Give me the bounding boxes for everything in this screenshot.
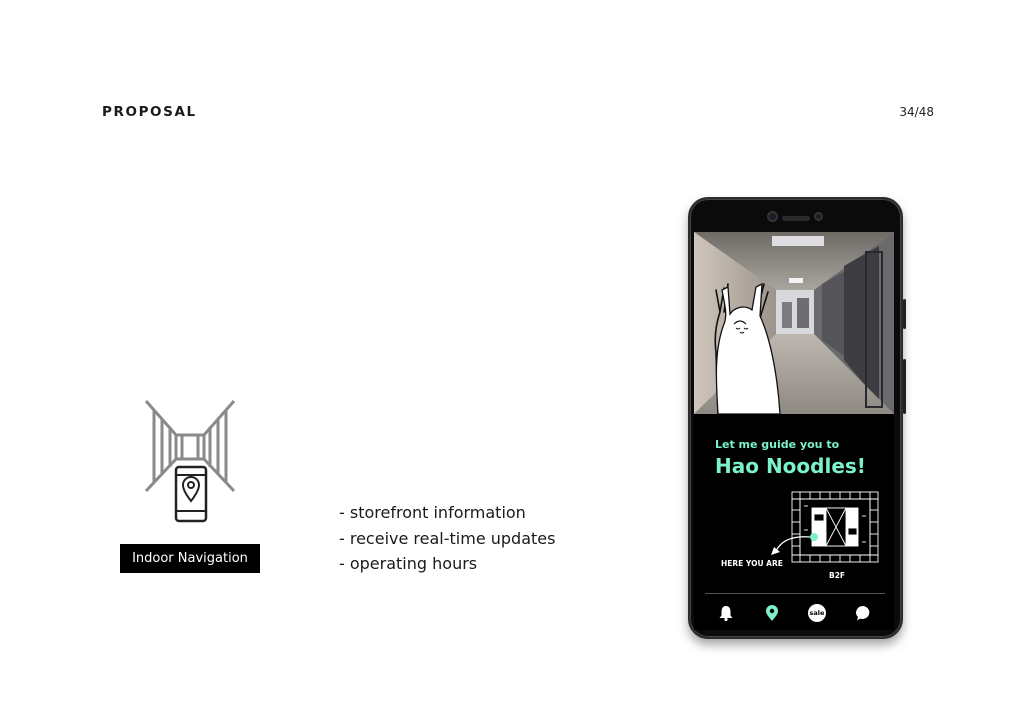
location-pin-icon xyxy=(763,604,781,622)
bell-icon xyxy=(717,604,735,622)
phone-volume-button xyxy=(903,299,906,329)
you-are-here-label: HERE YOU ARE xyxy=(721,559,783,568)
feature-label: Indoor Navigation xyxy=(120,544,260,573)
ar-camera-view xyxy=(694,232,894,414)
destination-title: Hao Noodles! xyxy=(715,454,866,478)
chat-bubble-icon xyxy=(854,604,872,622)
you-are-here-arrow-icon xyxy=(764,527,824,561)
feature-bullet: - receive real-time updates xyxy=(339,528,556,548)
slide-section-title: PROPOSAL xyxy=(102,104,197,120)
phone-speaker xyxy=(782,216,810,221)
sale-badge-icon: sale xyxy=(808,604,826,622)
chat-tab[interactable] xyxy=(852,602,874,624)
phone-power-button xyxy=(903,359,906,414)
feature-bullet: - operating hours xyxy=(339,554,478,573)
phone-mockup xyxy=(688,197,903,639)
guide-intro-text: Let me guide you to xyxy=(715,438,840,451)
notifications-tab[interactable] xyxy=(715,602,737,624)
feature-bullet-list xyxy=(339,502,555,579)
sale-tab[interactable] xyxy=(806,602,828,624)
bottom-nav-divider xyxy=(705,593,885,594)
feature-bullet: - storefront information xyxy=(339,503,526,522)
front-camera-icon xyxy=(767,211,778,222)
sensor-icon xyxy=(814,212,823,221)
location-tab[interactable] xyxy=(761,602,783,624)
floor-label: B2F xyxy=(829,571,846,580)
indoor-navigation-icon xyxy=(140,395,240,527)
slide-page-number: 34/48 xyxy=(899,105,934,119)
phone-screen xyxy=(694,232,894,630)
